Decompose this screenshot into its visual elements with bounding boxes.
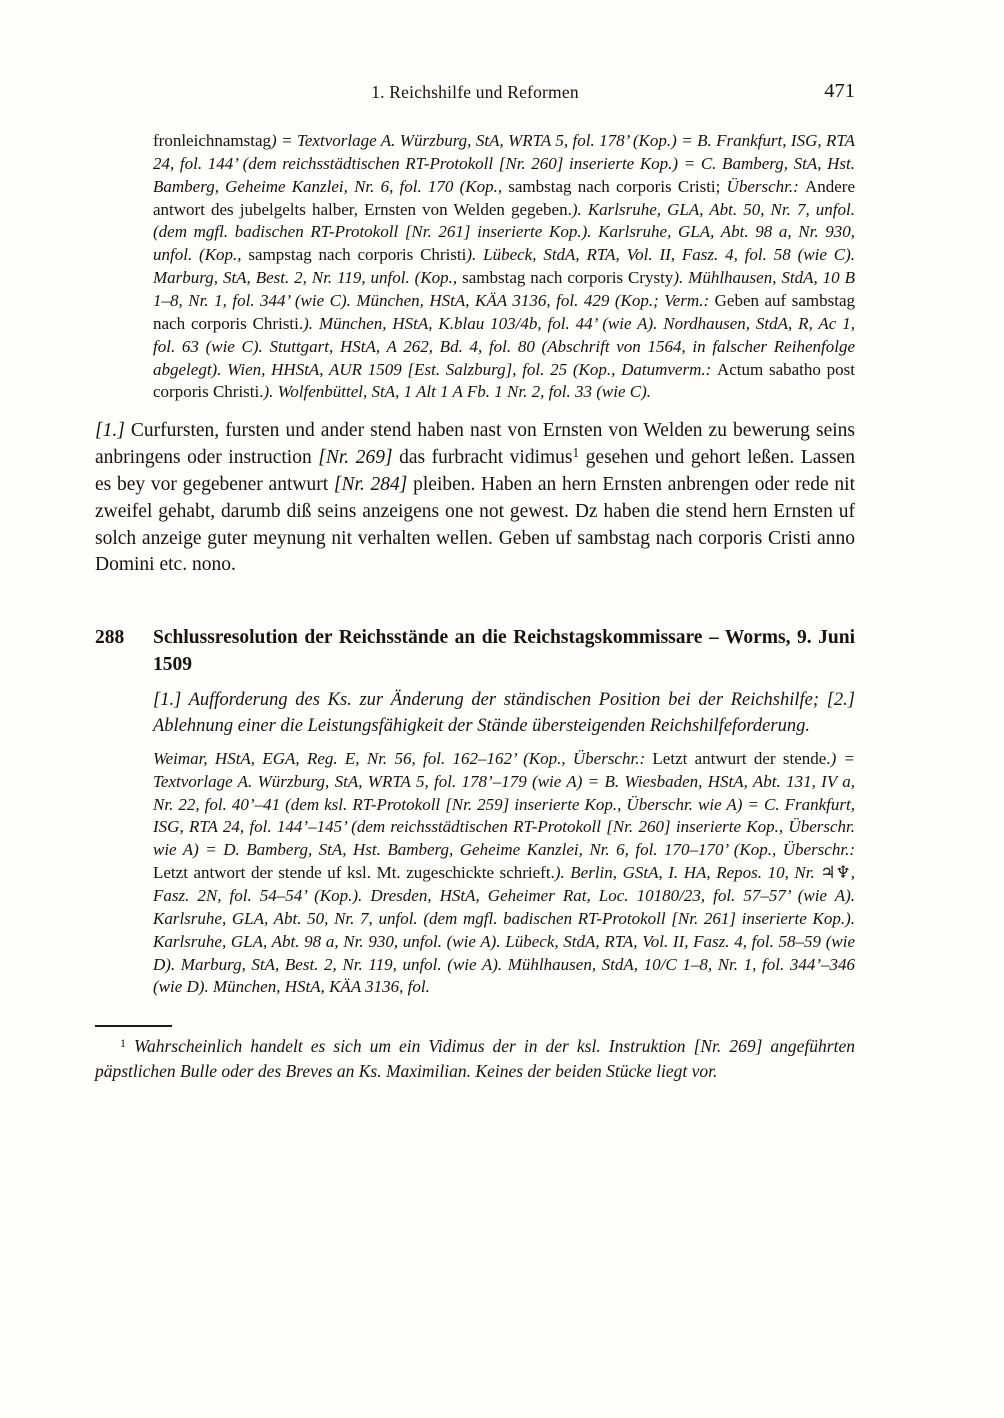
entry-288-abstract: [1.] Aufforderung des Ks. zur Änderung der ständischen Position bei der Reichshilfe; [2.] Ablehnung einer die Leistungsfähigkeit der Stände übersteigenden Reichshilfeforderung. bbox=[153, 690, 855, 736]
entry-288-heading bbox=[95, 625, 855, 679]
entry-287-source-note: fronleichnamstag) = Textvorlage A. Würzburg, StA, WRTA 5, fol. 178’ (Kop.) = B. Frankfurt, ISG, RTA 24, fol. 144’ (dem reichsstädtischen RT-Protokoll [Nr. 260] inserierte Kop.) = C. Bamberg, StA, Hst. Bamberg, Geheime Kanzlei, Nr. 6, fol. 170 (Kop., sambstag nach corporis Cristi; Überschr.: Andere antwort des jubelgelts halber, Ernsten von Welden gegeben.). Karlsruhe, GLA, Abt. 50, Nr. 7, unfol. (dem mgfl. badischen RT-Protokoll [Nr. 261] inserierte Kop.). Karlsruhe, GLA, Abt. 98 a, Nr. 930, unfol. (Kop., sampstag nach corporis Christi). Lübeck, StdA, RTA, Vol. II, Fasz. 4, fol. 58 (wie C). Marburg, StA, Best. 2, Nr. 119, unfol. (Kop., sambstag nach corporis Crysty). Mühlhausen, StdA, 10 B 1–8, Nr. 1, fol. 344’ (wie C). München, HStA, KÄA 3136, fol. 429 (Kop.; Verm.: Geben auf sambstag nach corporis Christi.). München, HStA, K.blau 103/4b, fol. 44’ (wie A). Nordhausen, StdA, R, Ac 1, fol. 63 (wie C). Stuttgart, HStA, A 262, Bd. 4, fol. 80 (Abschrift von 1564, in falscher Reihenfolge abgelegt). Wien, HHStA, AUR 1509 [Est. Salzburg], fol. 25 (Kop., Datumverm.: Actum sabatho post corporis Christi.). Wolfenbüttel, StA, 1 Alt 1 A Fb. 1 Nr. 2, fol. 33 (wie C). bbox=[153, 131, 855, 402]
entry-288-source-note: Weimar, HStA, EGA, Reg. E, Nr. 56, fol. 162–162’ (Kop., Überschr.: Letzt antwurt der stende.) = Textvorlage A. Würzburg, StA, WRTA 5, fol. 178’–179 (wie A) = B. Wiesbaden, HStA, Abt. 131, IV a, Nr. 22, fol. 40’–41 (dem ksl. RT-Protokoll [Nr. 259] inserierte Kop., Überschr. wie A) = C. Frankfurt, ISG, RTA 24, fol. 144’–145’ (dem reichsstädtischen RT-Protokoll [Nr. 260] inserierte Kop., Überschr. wie A) = D. Bamberg, StA, Hst. Bamberg, Geheime Kanzlei, Nr. 6, fol. 170–170’ (Kop., Überschr.: Letzt antwort der stende uf ksl. Mt. zugeschickte schrieft.). Berlin, GStA, I. HA, Repos. 10, Nr. ♃♆, Fasz. 2N, fol. 54–54’ (Kop.). Dresden, HStA, Geheimer Rat, Loc. 10180/23, fol. 57–57’ (wie A). Karlsruhe, GLA, Abt. 50, Nr. 7, unfol. (dem mgfl. badischen RT-Protokoll [Nr. 261] inserierte Kop.). Karlsruhe, GLA, Abt. 98 a, Nr. 930, unfol. (wie A). Lübeck, StdA, RTA, Vol. II, Fasz. 4, fol. 58–59 (wie D). Marburg, StA, Best. 2, Nr. 119, unfol. (wie A). Mühlhausen, StdA, 10/C 1–8, Nr. 1, fol. 344’–346 (wie D). München, HStA, KÄA 3136, fol. bbox=[153, 748, 855, 997]
chapter-title: 1. Reichshilfe und Reformen bbox=[371, 82, 579, 102]
page-number: 471 bbox=[824, 80, 855, 102]
entry-title: Schlussresolution der Reichsstände an die Reichstagskommissare – Worms, 9. Juni 1509 bbox=[153, 627, 855, 676]
running-header bbox=[95, 80, 855, 106]
entry-287-resolution-text: [1.] Curfursten, fursten und ander stend haben nast von Ernsten von Welden zu bewerung seins anbringens oder instruction [Nr. 269] das furbracht vidimus$^1$ gesehen und gehort leßen. Lassen es bey vor gegebener antwurt [Nr. 284] pleiben. Haben an hern Ernsten anbrengen oder rede nit zweifel gehabt, darumb diß seins anzeigens one not gewest. Dz haben die stend hern Ernsten uf solch anzeige guter meynung nit verhalten wellen. Geben uf sambstag nach corporis Cristi anno Domini etc. nono. bbox=[95, 420, 855, 576]
footnote-1: $^1$ Wahrscheinlich handelt es sich um ein Vidimus der in der ksl. Instruktion [Nr. 269] angeführten päpstlichen Bulle oder des Breves an Ks. Maximilian. Keines der beiden Stücke liegt vor. bbox=[95, 1035, 855, 1082]
entry-number: 288 bbox=[95, 627, 125, 649]
footnote-separator-rule bbox=[95, 1025, 172, 1027]
